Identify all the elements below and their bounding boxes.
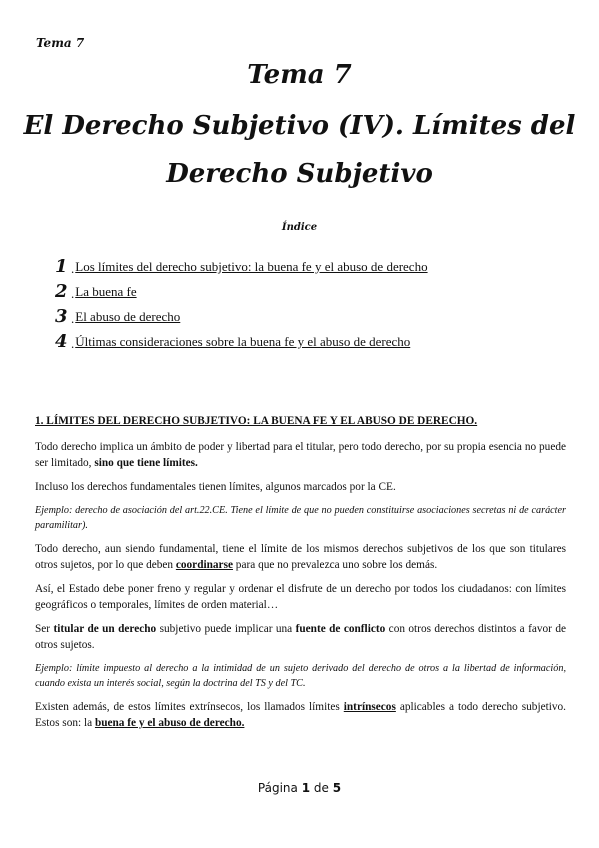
current-page: 1 <box>301 781 311 795</box>
table-of-contents <box>55 252 428 352</box>
toc-number: 4 <box>55 331 68 352</box>
title-line-2: El Derecho Subjetivo (IV). Límites del <box>23 111 576 141</box>
header-label: Tema 7 <box>36 36 85 50</box>
index-label: Índice <box>281 222 318 233</box>
toc-link[interactable]: Últimas consideraciones sobre la buena fe y el abuso de derecho <box>75 334 411 349</box>
toc-link[interactable]: La buena fe <box>75 284 137 299</box>
paragraph: Incluso los derechos fundamentales tienen límites, algunos marcados por la CE. <box>35 481 396 493</box>
document-title <box>0 58 599 200</box>
paragraph: Existen además, de estos límites extrínsecos, los llamados límites intrínsecos aplicables a todo derecho subjetivo. Estos son: la buena fe y el abuso de derecho. <box>35 701 567 729</box>
bold-text: sino que tiene límites. <box>94 457 198 469</box>
page-footer: Página 1 de 5 <box>257 781 342 795</box>
emphasis-text: buena fe y el abuso de derecho. <box>94 717 245 729</box>
example-text: Ejemplo: derecho de asociación del art.22.CE. Tiene el límite de que no pueden constituirse asociaciones secretas ni de carácter paramilitar). <box>35 505 566 531</box>
toc-link[interactable]: Los límites del derecho subjetivo: la buena fe y el abuso de derecho <box>75 259 428 274</box>
title-line-1: Tema 7 <box>247 60 352 90</box>
toc-item[interactable]: 2 . La buena fe <box>55 281 137 302</box>
paragraph: Todo derecho, aun siendo fundamental, tiene el límite de los mismos derechos subjetivos de los que son titulares otros sujetos, por lo que deben coordinarse para que no prevalezca uno sobre los demás. <box>35 543 566 571</box>
title-line-3: Derecho Subjetivo <box>166 159 433 189</box>
bold-text: fuente de conflicto <box>295 623 386 635</box>
toc-number: 2 <box>55 281 68 302</box>
example-text: Ejemplo: límite impuesto al derecho a la intimidad de un sujeto derivado del derecho de otros a la libertad de información, cuando exista un interés social, según la doctrina del TS y del TC. <box>35 663 566 689</box>
toc-item[interactable]: 4 . Últimas consideraciones sobre la buena fe y el abuso de derecho <box>55 331 411 352</box>
toc-number: 3 <box>55 306 68 327</box>
emphasis-text: intrínsecos <box>343 701 396 713</box>
toc-item[interactable]: 1 . Los límites del derecho subjetivo: la buena fe y el abuso de derecho <box>55 256 428 277</box>
toc-link[interactable]: El abuso de derecho <box>75 309 181 324</box>
section-heading: 1. LÍMITES DEL DERECHO SUBJETIVO: LA BUENA FE Y EL ABUSO DE DERECHO. <box>35 415 478 427</box>
main-content <box>35 413 566 739</box>
total-pages: 5 <box>332 781 342 795</box>
paragraph: Todo derecho implica un ámbito de poder y libertad para el titular, pero todo derecho, por su propia esencia no puede ser limitado, sino que tiene límites. <box>35 441 566 469</box>
paragraph: Ser titular de un derecho subjetivo puede implicar una fuente de conflicto con otros derechos distintos a favor de otros sujetos. <box>35 623 567 651</box>
toc-number: 1 <box>55 256 68 277</box>
emphasis-text: coordinarse <box>175 559 233 571</box>
toc-item[interactable]: 3 . El abuso de derecho <box>55 306 181 327</box>
bold-text: titular de un derecho <box>53 623 157 635</box>
paragraph: Así, el Estado debe poner freno y regular y ordenar el disfrute de un derecho por todos los ciudadanos: con límites geográficos o temporales, límites de orden material… <box>35 583 566 611</box>
